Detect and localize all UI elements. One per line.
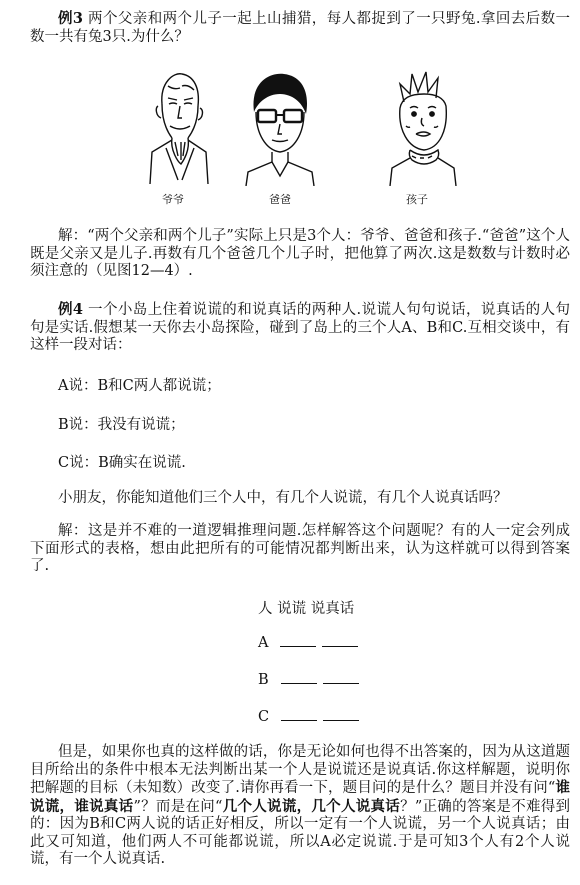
table-row-c: [258, 708, 359, 725]
row-c-truth-blank: [323, 708, 359, 721]
example-3-paragraph: [30, 10, 570, 46]
final-paragraph: [30, 744, 570, 869]
solution-3-paragraph: 解：“两个父亲和两个儿子”实际上只是3个人：爷爷、爸爸和孩子.“爸爸”这个人既是父亲又是儿子.再数有几个爸爸几个儿子时，把他算了两次.这是数数与计数时必须注意的（见图12—4）.: [30, 228, 570, 279]
final-bold-1: 谁说谎，谁说真话: [30, 779, 570, 815]
dialogue-a: A说：B和C两人都说谎；: [58, 378, 221, 394]
child-illustration: [386, 68, 458, 186]
row-a-truth-blank: [322, 634, 358, 647]
question-text: 小朋友，你能知道他们三个人中，有几个人说谎，有几个人说真话吗？: [58, 490, 508, 506]
row-c-lie-blank: [281, 708, 317, 721]
example-3-text: 两个父亲和两个儿子一起上山捕猎，每人都捉到了一只野兔.拿回去后数一数一共有兔3只.为什么？: [30, 11, 571, 45]
dialogue-b: B说：我没有说谎；: [58, 417, 185, 433]
caption-grandpa: 爷爷: [162, 193, 184, 206]
row-label-a: A: [258, 635, 269, 651]
example-4-paragraph: [30, 301, 570, 355]
dialogue-c: C说：B确实在说谎.: [58, 455, 186, 471]
example-4-label: 例4: [58, 301, 84, 318]
grandpa-icon: [148, 68, 210, 186]
row-label-b: B: [258, 672, 269, 688]
caption-child: 孩子: [406, 193, 428, 206]
row-a-lie-blank: [280, 634, 316, 647]
final-part-3: ？”正确的答案是不难得到的：因为B和C两人说的话正好相反，所以一定有一个人说谎，另一个人说真话；由此又可知道，他们两人不可能都说谎，所以A必定说谎.于是可知3个人有2个人说谎，有一个人说真话.: [30, 798, 571, 867]
final-bold-2: 几个人说谎，几个人说真话: [222, 797, 401, 815]
table-row-b: [258, 671, 359, 688]
final-part-1: 但是，如果你也真的这样做的话，你是无论如何也得不出答案的，因为从这道题目所给出的条件中根本无法判断出某一个人是说谎还是说真话.你这样解题，说明你把解题的目标（未知数）改变了.请你再看一下，题目问的是什么？题目并没有问“: [30, 744, 570, 796]
caption-father: 爸爸: [269, 193, 291, 206]
example-3-label: 例3: [58, 10, 84, 27]
father-icon: [244, 72, 316, 186]
table-row-a: [258, 634, 358, 651]
child-icon: [386, 68, 458, 186]
father-illustration: [244, 72, 316, 186]
solution-4-paragraph: 解：这是并不难的一道逻辑推理问题.怎样解答这个问题呢？有的人一定会列成下面形式的表格，想由此把所有的可能情况都判断出来，认为这样就可以得到答案了.: [30, 523, 570, 574]
row-label-c: C: [258, 709, 270, 725]
example-4-text: 一个小岛上住着说谎的和说真话的两种人.说谎人句句说话，说真话的人句句是实话.假想某一天你去小岛探险，碰到了岛上的三个人A、B和C.互相交谈中，有这样一段对话：: [30, 302, 571, 353]
row-b-lie-blank: [281, 671, 317, 684]
final-part-2: ”？而是在问“: [133, 798, 223, 815]
table-header: 人 说谎 说真话: [258, 601, 355, 617]
row-b-truth-blank: [323, 671, 359, 684]
grandpa-illustration: [148, 68, 210, 186]
